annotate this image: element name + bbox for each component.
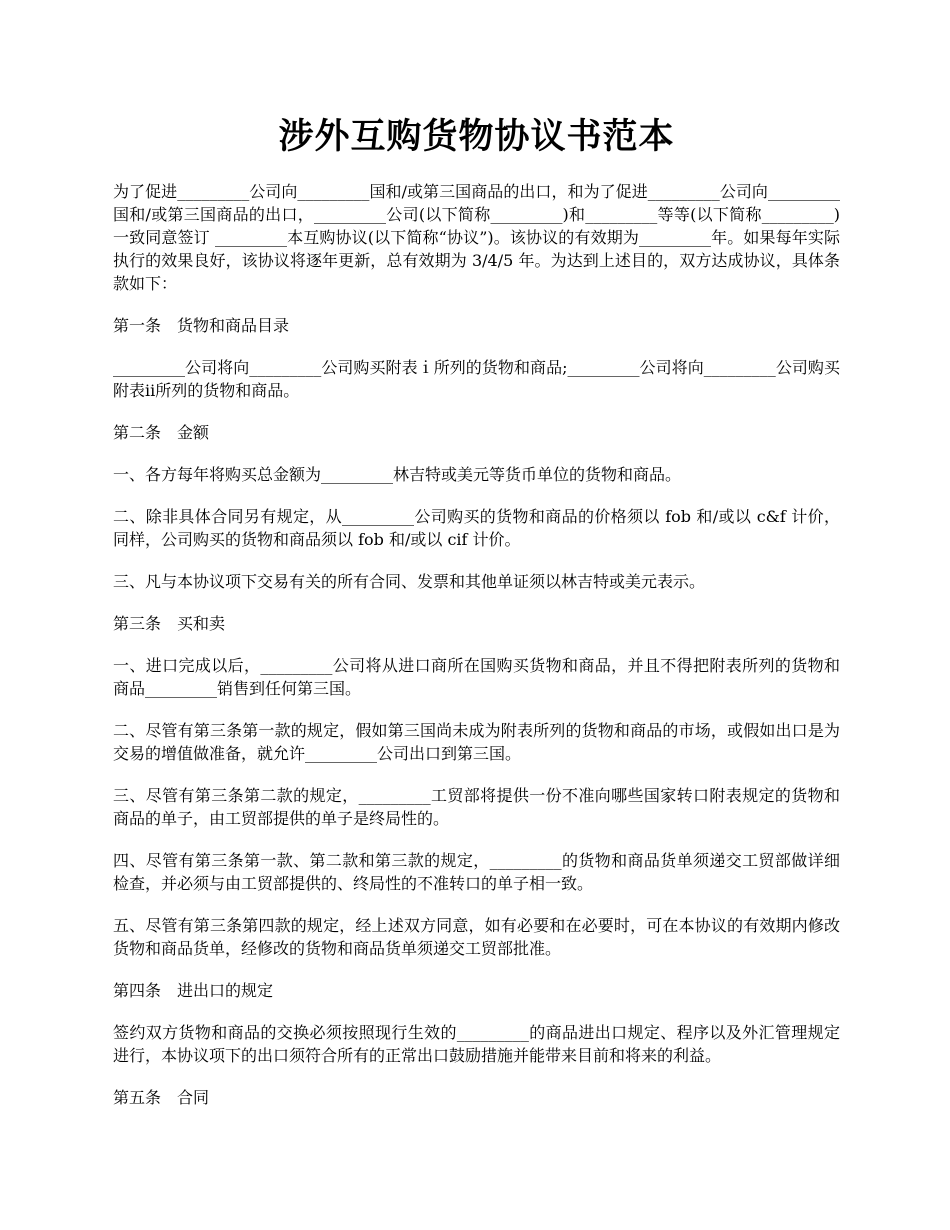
article-2-clause-3: 三、凡与本协议项下交易有关的所有合同、发票和其他单证须以林吉特或美元表示。 [113,572,706,591]
document-page [113,0,840,1109]
article-3-clause-4: 四、尽管有第三条第一款、第二款和第三款的规定，_________的货物和商品货单须递交工贸部做详细检查，并必须与由工贸部提供的、终局性的不准转口的单子相一致。 [113,851,840,893]
article-4-heading: 第四条 进出口的规定 [113,981,274,1000]
article-2-heading: 第二条 金额 [113,423,210,442]
intro-paragraph: 为了促进_________公司向_________国和/或第三国商品的出口，和为了促进_________公司向_________国和/或第三国商品的出口，_________公司(以下简称_________)和_________等等(以下简称_________)一致同意签订 _________本互购协议(以下简称“协议”)。该协议的有效期为_________年。如果每年实际执行的效果良好，该协议将逐年更新，总有效期为 3/4/5 年。为达到上述目的，双方达成协议，具体条款如下： [113,182,840,293]
article-1-heading: 第一条 货物和商品目录 [113,316,290,335]
article-1-text: _________公司将向_________公司购买附表ｉ所列的货物和商品;_________公司将向_________公司购买附表ii所列的货物和商品。 [113,358,840,400]
article-3-clause-5: 五、尽管有第三条第四款的规定，经上述双方同意，如有必要和在必要时，可在本协议的有效期内修改货物和商品货单，经修改的货物和商品货单须递交工贸部批准。 [113,916,840,958]
article-5-heading: 第五条 合同 [113,1088,210,1107]
article-4-text: 签约双方货物和商品的交换必须按照现行生效的_________的商品进出口规定、程序以及外汇管理规定进行，本协议项下的出口须符合所有的正常出口鼓励措施并能带来目前和将来的利益。 [113,1023,840,1065]
article-3-clause-1: 一、进口完成以后，_________公司将从进口商所在国购买货物和商品，并且不得把附表所列的货物和商品_________销售到任何第三国。 [113,656,840,698]
article-2-clause-2: 二、除非具体合同另有规定，从_________公司购买的货物和商品的价格须以 fob 和/或以 c&f 计价，同样，公司购买的货物和商品须以 fob 和/或以 cif 计价。 [113,507,840,549]
article-3-clause-3: 三、尽管有第三条第二款的规定，_________工贸部将提供一份不准向哪些国家转口附表规定的货物和商品的单子，由工贸部提供的单子是终局性的。 [113,786,840,828]
article-3-heading: 第三条 买和卖 [113,614,226,633]
article-2-clause-1: 一、各方每年将购买总金额为_________林吉特或美元等货币单位的货物和商品。 [113,465,682,484]
document-title: 涉外互购货物协议书范本 [278,116,675,157]
article-3-clause-2: 二、尽管有第三条第一款的规定，假如第三国尚未成为附表所列的货物和商品的市场，或假如出口是为交易的增值做准备，就允许_________公司出口到第三国。 [113,721,840,763]
